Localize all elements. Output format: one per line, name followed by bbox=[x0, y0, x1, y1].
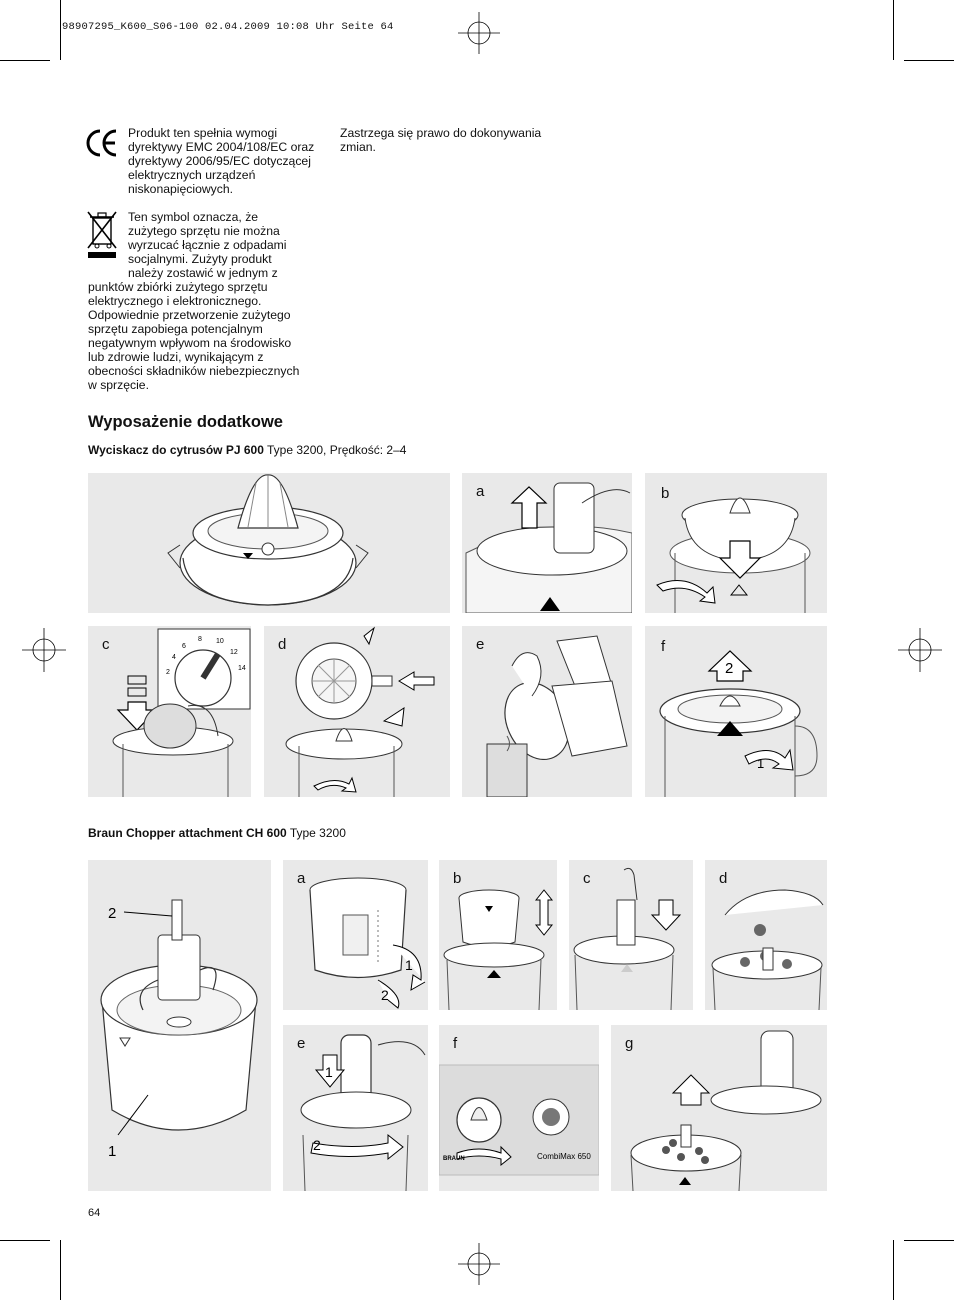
dial-number: 2 bbox=[166, 669, 170, 676]
weee-line: socjalnymi. Zużyty produkt bbox=[128, 252, 272, 266]
juicer-overview-illustration bbox=[88, 473, 450, 613]
juicer-step-e-illustration bbox=[462, 626, 632, 797]
juicer-details: Type 3200, Prędkość: 2–4 bbox=[263, 443, 407, 457]
step-number: 2 bbox=[313, 1137, 321, 1153]
crop-mark bbox=[0, 60, 50, 61]
chopper-overview-illustration bbox=[88, 860, 271, 1191]
step-number: 1 bbox=[405, 957, 413, 973]
juicer-step-f-illustration bbox=[645, 626, 827, 797]
panel-label: a bbox=[476, 483, 485, 500]
juicer-step-b-illustration bbox=[645, 473, 827, 613]
step-number: 2 bbox=[725, 660, 734, 677]
chopper-details: Type 3200 bbox=[286, 826, 346, 840]
page-number: 64 bbox=[88, 1207, 101, 1219]
weee-line: lub zdrowie ludzi, wynikającym z bbox=[88, 350, 264, 364]
registration-mark bbox=[22, 628, 66, 672]
weee-line: należy zostawić w jednym z bbox=[128, 266, 278, 280]
crop-mark bbox=[904, 1240, 954, 1241]
panel-label: d bbox=[719, 870, 728, 887]
dial-number: 6 bbox=[182, 643, 186, 650]
juicer-step-d-illustration bbox=[264, 626, 450, 797]
part-number: 2 bbox=[108, 905, 117, 922]
step-number: 2 bbox=[381, 987, 389, 1003]
chopper-step-c-illustration bbox=[569, 860, 693, 1010]
panel-label: a bbox=[297, 870, 306, 887]
weee-line: zużytego sprzętu nie można bbox=[128, 224, 280, 238]
weee-line: Ten symbol oznacza, że bbox=[128, 210, 259, 224]
step-number: 1 bbox=[325, 1064, 333, 1080]
dial-number: 12 bbox=[230, 649, 238, 656]
panel-label: d bbox=[278, 636, 287, 653]
registration-mark bbox=[458, 1243, 500, 1285]
panel-label: e bbox=[297, 1035, 306, 1052]
crop-mark bbox=[60, 1240, 61, 1300]
weee-line: wyrzucać łącznie z odpadami bbox=[128, 238, 287, 252]
step-number: 1 bbox=[757, 756, 765, 771]
crop-mark bbox=[893, 1240, 894, 1300]
juicer-subtitle bbox=[88, 443, 406, 457]
panel-label: b bbox=[661, 485, 670, 502]
ce-mark-icon bbox=[85, 127, 119, 159]
model-label: CombiMax 650 bbox=[537, 1152, 591, 1161]
panel-label: e bbox=[476, 636, 485, 653]
weee-line: obecności składników niebezpiecznych bbox=[88, 364, 300, 378]
dial-number: 14 bbox=[238, 665, 246, 672]
juicer-name: Wyciskacz do cytrusów PJ 600 bbox=[88, 443, 264, 457]
weee-bin-icon bbox=[85, 208, 119, 260]
panel-label: c bbox=[102, 636, 110, 653]
weee-line: w sprzęcie. bbox=[88, 378, 149, 392]
part-number: 1 bbox=[108, 1143, 117, 1160]
weee-line: negatywnym wpływom na środowisko bbox=[88, 336, 292, 350]
panel-label: g bbox=[625, 1035, 634, 1052]
juicer-step-a-illustration bbox=[462, 473, 632, 613]
panel-label: f bbox=[661, 638, 666, 655]
dial-number: 4 bbox=[172, 654, 176, 661]
registration-mark bbox=[898, 628, 942, 672]
crop-mark bbox=[60, 0, 61, 60]
crop-mark bbox=[893, 0, 894, 60]
registration-mark bbox=[458, 12, 500, 54]
rights-reserved-note: Zastrzega się prawo do dokonywania zmian. bbox=[340, 126, 542, 154]
chopper-name: Braun Chopper attachment CH 600 bbox=[88, 826, 287, 840]
panel-label: b bbox=[453, 870, 462, 887]
panel-label: f bbox=[453, 1035, 458, 1052]
chopper-step-d-illustration bbox=[705, 860, 827, 1010]
weee-line: sprzętu zapobiega potencjalnym bbox=[88, 322, 263, 336]
print-header: 98907295_K600_S06-100 02.04.2009 10:08 Uhr Seite 64 bbox=[62, 21, 394, 33]
chopper-subtitle bbox=[88, 826, 346, 840]
chopper-step-e-illustration bbox=[283, 1025, 428, 1191]
chopper-step-g-illustration bbox=[611, 1025, 827, 1191]
weee-line: Odpowiednie przetworzenie zużytego bbox=[88, 308, 291, 322]
brand-label: BRAUN bbox=[443, 1156, 465, 1162]
chopper-step-a-illustration bbox=[283, 860, 428, 1010]
ce-compliance-text: Produkt ten spełnia wymogi dyrektywy EMC 2004/108/EC oraz dyrektywy 2006/95/EC dotyczącej elektrycznych urządzeń niskonapięciowych. bbox=[128, 126, 315, 196]
weee-line: elektrycznego i elektronicznego. bbox=[88, 294, 262, 308]
weee-line: punktów zbiórki zużytego sprzętu bbox=[88, 280, 268, 294]
chopper-step-f-illustration bbox=[439, 1025, 599, 1191]
dial-number: 8 bbox=[198, 636, 202, 643]
section-title: Wyposażenie dodatkowe bbox=[88, 413, 283, 431]
panel-label: c bbox=[583, 870, 591, 887]
chopper-step-b-illustration bbox=[439, 860, 557, 1010]
dial-number: 10 bbox=[216, 638, 224, 645]
crop-mark bbox=[904, 60, 954, 61]
crop-mark bbox=[0, 1240, 50, 1241]
juicer-step-c-illustration bbox=[88, 626, 251, 797]
